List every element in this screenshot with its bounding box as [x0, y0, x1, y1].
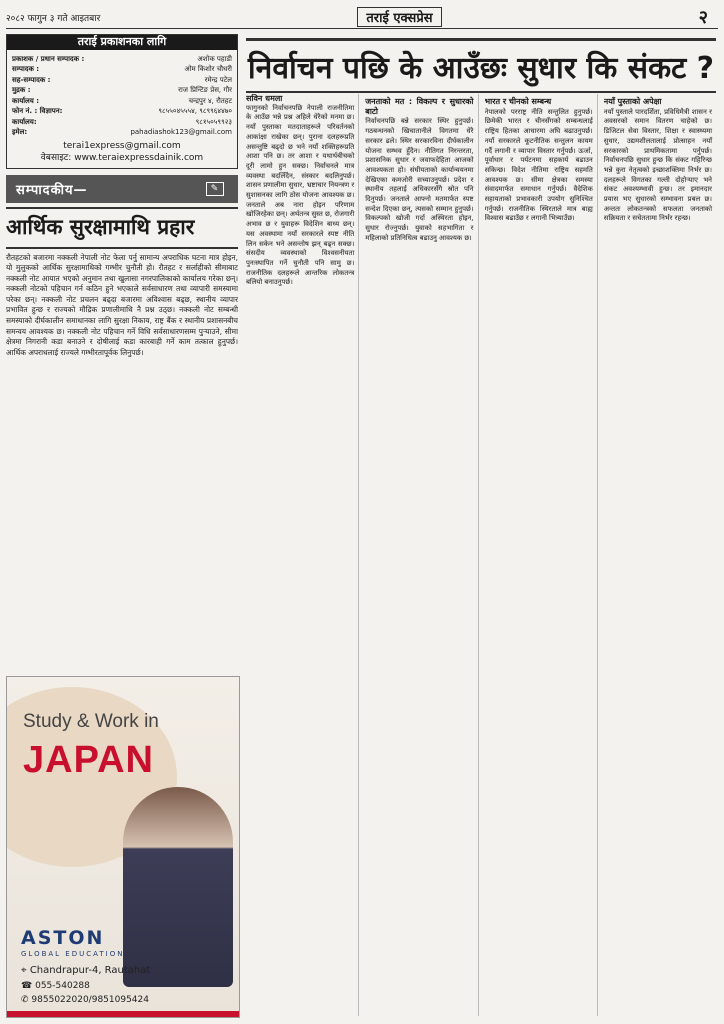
location-pin-icon: ⌖ — [21, 965, 27, 976]
article-text: नयाँ पुस्ताले पारदर्शिता, प्रविधिमैत्री शासन र अवसरको समान वितरण चाहेको छ। डिजिटल सेवा विस्तार, शिक्षा र स्वास्थ्यमा सुधार, उद्यमशीलतालाई प्रोत्साहन नयाँ सरकारको प्राथमिकतामा पर्नुपर्छ। निर्वाचनपछि सुधार हुन्छ कि संकट गहिरिन्छ भन्ने कुरा नेतृत्वको इच्छाशक्तिमा निर्भर छ। दलहरूले विगतका गल्ती दोहोर्‍याए भने संकट अवश्यम्भावी हुन्छ। तर इमानदार प्रयास भए सुधारको सम्भावना प्रबल छ। अन्ततः लोकतन्त्रको सफलता जनताको सक्रियता र सचेततामा निर्भर रहन्छ। — [603, 107, 712, 223]
imprint-row: कार्यालय: ९८१५०५९९२३ — [12, 117, 232, 126]
student-photo — [123, 787, 233, 987]
editorial-body: रौतहटको बजारमा नक्कली नेपाली नोट फेला पर्नु सामान्य अपराधिक घटना मात्र होइन, यो मुलुकको आर्थिक सुरक्षामाथिको गम्भीर चुनौती हो। रौतहट र सर्लाहीको सीमाबाट नक्कली नोट आयात भएको अनुमान तथा खुलासा नगरपालिकाको कार्यालय गरेका छन्। नक्कली नोटको पहिचान गर्न कठिन हुने भएकाले सर्वसाधारण तथा व्यापारी समस्यामा परेका छन्। नक्कली नोट प्रचलन बढ्दा बजारमा अविश्वास बढ्छ, स्थानीय व्यापार प्रभावित हुन्छ र राज्यको मौद्रिक प्रणालीमाथि नै प्रश्न उठ्छ। नक्कली नोट सम्बन्धी समस्याको दीर्घकालीन समाधानका लागि सुरक्षा निकाय, राष्ट्र बैंक र स्थानीय प्रशासनबीच समन्वय आवश्यक छ। नक्कली नोट पहिचान गर्ने विधि सर्वसाधारणसम्म पुर्‍याउने, सीमा क्षेत्रमा निगरानी कडा बनाउने र दोषीलाई कडा कारबाही गर्ने काम तत्काल हुनुपर्छ। आर्थिक अपराधलाई राज्यले गम्भीरतापूर्वक लिनुपर्छ। — [6, 252, 238, 357]
subheading: भारत र चीनको सम्बन्ध — [484, 97, 552, 106]
editorial-headline: आर्थिक सुरक्षामाथि प्रहार — [6, 207, 238, 249]
article-column — [365, 94, 478, 1016]
article-text: निर्वाचनपछि बन्ने सरकार स्थिर हुनुपर्छ। गठबन्धनको खिचातानीले विगतमा धेरै सरकार ढले। स्थिर सरकारविना दीर्घकालीन योजना सम्भव हुँदैन। नीतिगत निरन्तरता, प्रशासनिक सुधार र जवाफदेहिता आजको आवश्यकता हो। संघीयताको कार्यान्वयनमा देखिएका कमजोरी सच्याउनुपर्छ। प्रदेश र स्थानीय तहलाई अधिकारसँगै स्रोत पनि दिनुपर्छ। जनताले आफ्नो मतमार्फत स्पष्ट सन्देश दिएका छन्, त्यसको सम्मान हुनुपर्छ। विकल्पको खोजी गर्दा अस्थिरता होइन, सुधार रोज्नुपर्छ। युवाको सहभागिता र महिलाको प्रतिनिधित्व बढाउनु आवश्यक छ। — [365, 117, 474, 242]
editorial-label: सम्पादकीय— — [16, 182, 88, 198]
website-link[interactable]: www.teraiexpressdainik.com — [74, 152, 204, 163]
ad-logo-subtitle: GLOBAL EDUCATION — [21, 950, 125, 958]
imprint-row: प्रकाशक / प्रधान सम्पादक : अशोक पहाडी — [12, 54, 232, 63]
mobile-icon: ✆ — [21, 995, 29, 1005]
imprint-row: कार्यालय : चन्द्रपुर ४, रौतहट — [12, 96, 232, 105]
imprint-row: फोन नं. : विज्ञापन: ९८५५०४५५५४, ९८९९६४४७० — [12, 107, 232, 115]
left-column — [6, 34, 238, 687]
article-column — [246, 94, 359, 1016]
ad-address: ⌖ Chandrapur-4, Rautahat — [21, 965, 151, 976]
imprint-row: मुद्रक : राज प्रिन्टिङ प्रेस, गौर — [12, 86, 232, 94]
imprint-row: सम्पादक : ओम किशोर चौधरी — [12, 65, 232, 73]
pen-icon: ✎ — [206, 182, 224, 196]
ad-country: JAPAN — [23, 739, 154, 781]
imprint-row: सह-सम्पादक : रमेन्द्र पटेल — [12, 75, 232, 84]
newspaper-brand: तराई एक्सप्रेस — [357, 7, 441, 27]
article-text: फागुनको निर्वाचनपछि नेपाली राजनीतिमा के आउँछ भन्ने प्रश्न अहिले धेरैको मनमा छ। नयाँ पुस्ताका मतदाताहरूले परिवर्तनको आकांक्षा राखेका छन्। पुराना दलहरूप्रति असन्तुष्टि बढ्दो छ भने नयाँ शक्तिहरूप्रति आशा पनि छ। तर आशा र यथार्थबीचको दूरी लामो हुन सक्छ। निर्वाचनले मात्र व्यवस्था बदलिँदैन, संस्कार बदलिनुपर्छ। शासन प्रणालीमा सुधार, भ्रष्टाचार नियन्त्रण र सुशासनका लागि ठोस योजना आवश्यक छ। जनताले अब नारा होइन परिणाम खोजिरहेका छन्। अर्थतन्त्र सुस्त छ, रोजगारी अभाव छ र युवाहरू विदेशिन बाध्य छन्। यस अवस्थामा नयाँ सरकारले स्पष्ट नीति लिन सकेन भने असन्तोष झन् बढ्न सक्छ। संसदीय व्यवस्थाको विश्वसनीयता पुनःस्थापित गर्ने चुनौती पनि सामु छ। राजनीतिक दलहरूले आन्तरिक लोकतन्त्र बलियो बनाउनुपर्छ। — [246, 103, 355, 287]
byline: सविन धमला — [246, 94, 283, 103]
issue-date: २०८२ फागुन ३ गते आइतबार — [6, 13, 101, 24]
imprint-title: तराई प्रकाशनका लागि — [7, 35, 237, 50]
ad-mobile: ✆ 9855022020/9851095424 — [21, 995, 149, 1005]
email-link[interactable]: terai1express@gmail.com — [63, 140, 181, 151]
advertisement[interactable] — [6, 676, 240, 1018]
subheading: नयाँ पुस्ताको अपेक्षा — [603, 97, 662, 106]
imprint-contacts — [12, 140, 232, 164]
page-header — [6, 6, 718, 29]
article-column — [485, 94, 598, 1016]
ad-phone: ☎ 055-540288 — [21, 981, 90, 991]
editorial-banner — [6, 175, 238, 203]
imprint-row: इमेल: pahadiashok123@gmail.com — [12, 128, 232, 136]
phone-icon: ☎ — [21, 981, 33, 991]
ad-tagline: Study & Work in — [23, 711, 159, 732]
article-columns — [246, 94, 716, 1016]
website-label: वेबसाइट: — [40, 152, 72, 163]
imprint-box — [6, 34, 238, 169]
article-text: नेपालको परराष्ट्र नीति सन्तुलित हुनुपर्छ। छिमेकी भारत र चीनसँगको सम्बन्धलाई राष्ट्रिय हितका आधारमा अघि बढाउनुपर्छ। नयाँ सरकारले कूटनीतिक सन्तुलन कायम गर्दै लगानी र व्यापार विस्तार गर्नुपर्छ। ऊर्जा, पूर्वाधार र पर्यटनमा सहकार्य बढाउन सकिन्छ। विदेश नीतिमा राष्ट्रिय सहमति आवश्यक छ। सीमा क्षेत्रका समस्या संवादमार्फत समाधान गर्नुपर्छ। वैदेशिक सहायताको प्रभावकारी उपयोग सुनिश्चित गर्नुपर्छ। राजनीतिक स्थिरताले मात्र बाह्य विश्वास बढाउँछ र लगानी भित्र्याउँछ। — [484, 107, 593, 223]
page-number: २ — [698, 7, 708, 28]
main-headline: निर्वाचन पछि के आउँछः सुधार कि संकट ? — [246, 38, 716, 93]
article-column — [604, 94, 716, 1016]
ad-logo: ASTON — [21, 927, 105, 949]
subheading: जनताको मत : विकल्प र सुधारको बाटो — [365, 97, 474, 116]
ad-stripe — [7, 1011, 239, 1017]
